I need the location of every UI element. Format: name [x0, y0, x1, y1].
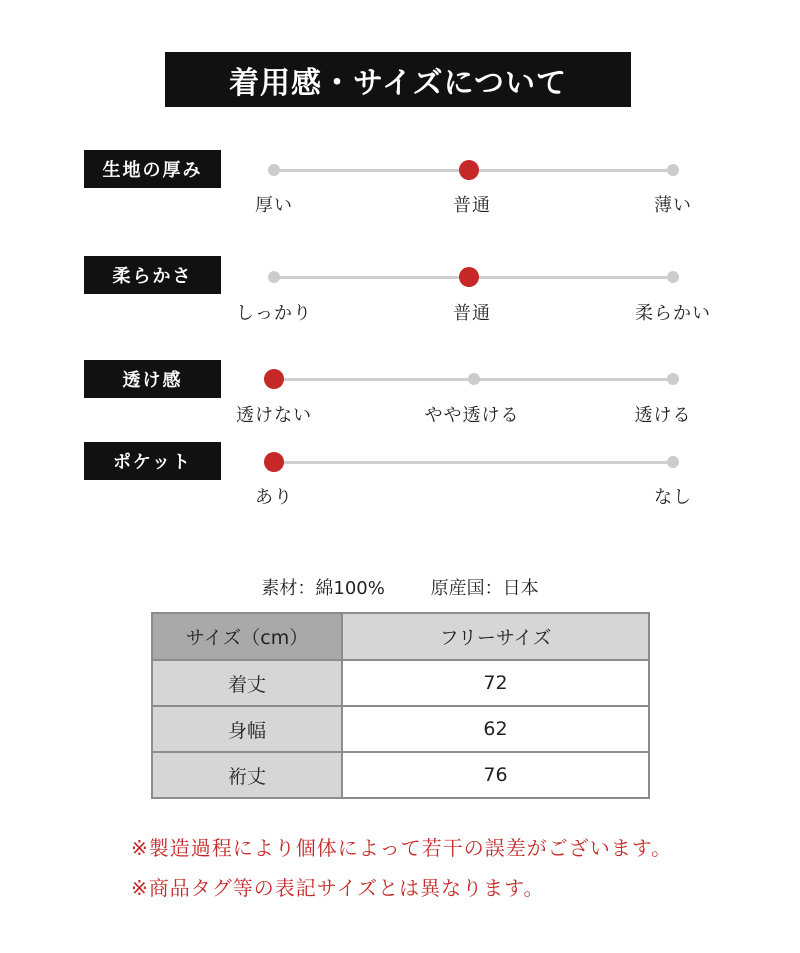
note-manufacturing-variance: ※製造過程により個体によって若干の誤差がございます。 [131, 836, 673, 860]
rating-point-thickness-0 [268, 164, 280, 176]
material-fabric: 素材：綿100% [261, 578, 385, 599]
rating-option-sheerness-2: 透ける [634, 405, 692, 426]
rating-point-thickness-2 [667, 164, 679, 176]
material-line [0, 574, 800, 600]
rating-point-softness-0 [268, 271, 280, 283]
size-table-header-label: サイズ（cm） [152, 613, 342, 660]
rating-point-sheerness-0 [264, 369, 284, 389]
size-table-header [152, 613, 649, 660]
size-row-value: 62 [342, 706, 649, 752]
table-row [152, 706, 649, 752]
rating-point-thickness-1 [459, 160, 479, 180]
table-row [152, 660, 649, 706]
size-table [151, 612, 650, 799]
rating-option-thickness-0: 厚い [255, 195, 293, 216]
rating-point-softness-2 [667, 271, 679, 283]
material-origin: 原産国：日本 [430, 578, 539, 599]
size-table-header-size: フリーサイズ [342, 613, 649, 660]
size-row-label: 身幅 [152, 706, 342, 752]
size-row-label: 着丈 [152, 660, 342, 706]
note-tag-size-differs: ※商品タグ等の表記サイズとは異なります。 [131, 876, 545, 900]
rating-point-sheerness-1 [468, 373, 480, 385]
rating-option-softness-1: 普通 [453, 303, 491, 324]
rating-option-softness-0: しっかり [236, 303, 312, 324]
size-row-label: 裄丈 [152, 752, 342, 798]
rating-point-softness-1 [459, 267, 479, 287]
rating-point-pocket-0 [264, 452, 284, 472]
rating-option-sheerness-1: やや透ける [424, 405, 520, 426]
rating-label-sheerness: 透け感 [84, 360, 221, 398]
table-row [152, 752, 649, 798]
rating-label-pocket: ポケット [84, 442, 221, 480]
rating-option-softness-2: 柔らかい [635, 303, 711, 324]
rating-option-pocket-1: なし [654, 487, 692, 508]
rating-option-pocket-0: あり [255, 487, 293, 508]
size-row-value: 76 [342, 752, 649, 798]
rating-label-softness: 柔らかさ [84, 256, 221, 294]
rating-point-pocket-1 [667, 456, 679, 468]
rating-option-thickness-1: 普通 [453, 195, 491, 216]
rating-label-thickness: 生地の厚み [84, 150, 221, 188]
rating-point-sheerness-2 [667, 373, 679, 385]
rating-option-sheerness-0: 透けない [236, 405, 312, 426]
rating-option-thickness-2: 薄い [654, 195, 692, 216]
page-title: 着用感・サイズについて [165, 52, 631, 107]
size-row-value: 72 [342, 660, 649, 706]
rating-track-pocket [274, 461, 673, 464]
